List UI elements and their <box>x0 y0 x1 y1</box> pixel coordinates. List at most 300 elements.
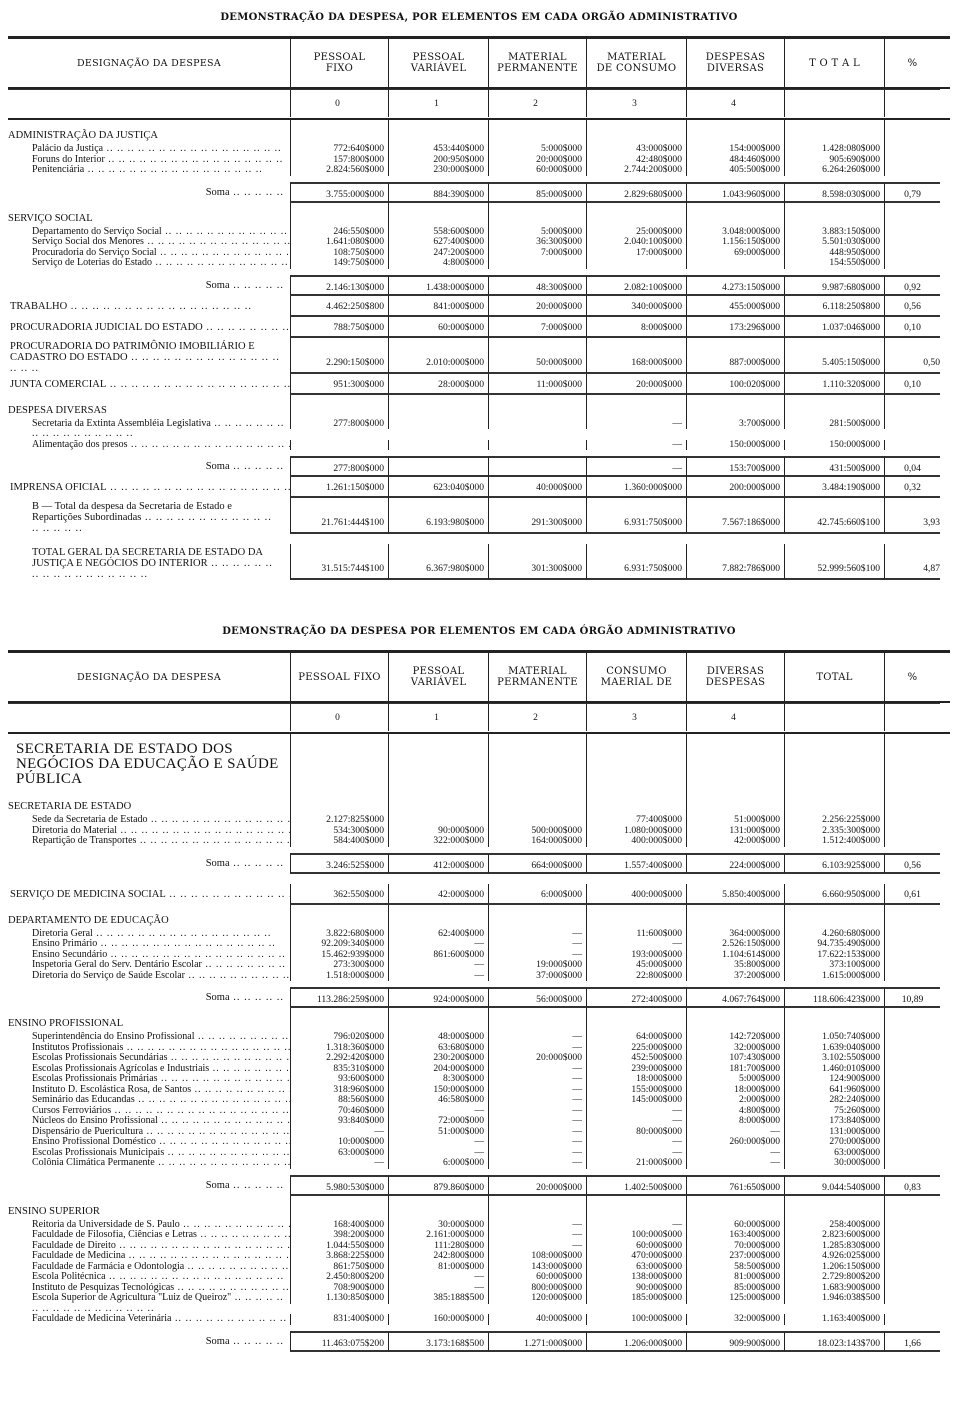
value-cell: 8.598:030$000 <box>784 182 884 203</box>
value-cell <box>784 1196 884 1220</box>
value-cell: — <box>488 1095 586 1106</box>
table-row <box>8 165 950 176</box>
value-cell: 113.286:259$000 <box>290 987 388 1008</box>
column-header-line: MAERIAL DE <box>600 677 673 688</box>
value-cell: 2.744:200$000 <box>586 165 686 176</box>
value-cell: 2.450:800$200 <box>290 1272 388 1283</box>
value-cell: 124:900$000 <box>784 1074 884 1085</box>
percent-cell <box>884 248 940 259</box>
value-cell: 64:000$000 <box>586 1032 686 1043</box>
value-cell: 120:000$000 <box>488 1293 586 1304</box>
value-cell <box>488 791 586 815</box>
value-cell: 21:000$000 <box>586 1158 686 1169</box>
value-cell: 11.463:075$200 <box>290 1331 388 1352</box>
value-cell: 1.639:040$000 <box>784 1043 884 1054</box>
row-label: Superintendência do Ensino Profissional .. .. <box>8 1032 290 1043</box>
column-header <box>388 39 488 87</box>
column-header-line: DE CONSUMO <box>596 63 677 74</box>
row-label: Colônia Climática Permanente .. .. <box>8 1158 290 1169</box>
value-cell: 5:000$000 <box>488 227 586 238</box>
percent-cell: 0,83 <box>884 1175 940 1196</box>
column-code <box>884 703 940 731</box>
row-label: Diretoria do Material .. .. <box>8 826 290 837</box>
value-cell: — <box>586 440 686 451</box>
value-cell: — <box>686 1127 784 1138</box>
value-cell: 1.261:150$000 <box>290 477 388 498</box>
total-row <box>8 317 950 338</box>
value-cell: 1.512:400$000 <box>784 836 884 847</box>
value-cell: 841:000$000 <box>388 296 488 317</box>
value-cell: 385:188$500 <box>388 1293 488 1304</box>
row-label: SERVIÇO SOCIAL <box>8 212 93 224</box>
value-cell: 398:200$000 <box>290 1230 388 1241</box>
value-cell: 8:000$000 <box>686 1116 784 1127</box>
value-cell: — <box>586 1148 686 1159</box>
value-cell: 861:600$000 <box>388 950 488 961</box>
value-cell: 1.037:046$000 <box>784 317 884 338</box>
subtotal-row <box>8 456 950 477</box>
table-row <box>8 971 950 982</box>
value-cell: 400:000$000 <box>586 836 686 847</box>
subtotal-row <box>8 1331 950 1352</box>
value-cell: 100:000$000 <box>586 1314 686 1325</box>
value-cell: 281:500$000 <box>784 419 884 430</box>
value-cell <box>290 734 388 791</box>
row-label: Soma .. .. <box>8 1175 290 1196</box>
value-cell: 225:000$000 <box>586 1043 686 1054</box>
value-cell: — <box>586 456 686 477</box>
row-label: Institutos Profissionais .. .. <box>8 1043 290 1054</box>
value-cell: 272:400$000 <box>586 987 686 1008</box>
row-label: Ensino Primário .. .. <box>8 939 290 950</box>
value-cell: 5.850:400$000 <box>686 884 784 905</box>
value-cell: 58:500$000 <box>686 1262 784 1273</box>
column-header-line: CONSUMO <box>606 666 667 677</box>
column-header <box>388 653 488 701</box>
percent-cell <box>884 791 940 815</box>
value-cell: 3:700$000 <box>686 419 784 430</box>
value-cell: 153:700$000 <box>686 456 784 477</box>
row-label: Ensino Profissional Doméstico .. .. <box>8 1137 290 1148</box>
column-header <box>884 39 940 87</box>
row-label: TOTAL GERAL DA SECRETARIA DE ESTADO DA JUSTIÇA E NEGÓCIOS DO INTERIOR .. .. <box>8 544 290 580</box>
table-row <box>8 258 950 269</box>
value-cell <box>784 395 884 419</box>
value-cell: 93:600$000 <box>290 1074 388 1085</box>
value-cell: 143:000$000 <box>488 1262 586 1273</box>
percent-cell <box>884 1196 940 1220</box>
row-label: Soma .. .. <box>8 456 290 477</box>
value-cell: 90:000$000 <box>586 1283 686 1294</box>
row-label: Diretoria Geral .. .. <box>8 929 290 940</box>
percent-cell <box>884 1283 940 1294</box>
value-cell: 455:000$000 <box>686 296 784 317</box>
table2-title: DEMONSTRAÇÃO DA DESPESA POR ELEMENTOS EM CADA ÓRGÃO ADMINISTRATIVO <box>222 626 736 637</box>
value-cell <box>488 440 586 451</box>
row-label: SERVIÇO DE MEDICINA SOCIAL .. .. <box>8 884 290 905</box>
column-code: 3 <box>586 89 686 117</box>
value-cell <box>784 120 884 144</box>
table-row <box>8 815 950 826</box>
value-cell: 69:000$000 <box>686 248 784 259</box>
value-cell: 7:000$000 <box>488 317 586 338</box>
value-cell: 30:000$000 <box>784 1158 884 1169</box>
column-code: 4 <box>686 89 784 117</box>
table-row <box>8 960 950 971</box>
value-cell: 63:000$000 <box>586 1262 686 1273</box>
row-label: Foruns do Interior .. .. <box>8 155 290 166</box>
table-row <box>8 1293 950 1314</box>
value-cell: 157:800$000 <box>290 155 388 166</box>
row-label: Seminário das Educandas .. .. <box>8 1095 290 1106</box>
column-header <box>586 653 686 701</box>
percent-cell <box>884 905 940 929</box>
value-cell: — <box>388 939 488 950</box>
value-cell: 48:000$000 <box>388 1032 488 1043</box>
designation-header: DESIGNAÇÃO DA DESPESA <box>76 57 222 69</box>
row-label: Faculdade de Medicina .. .. <box>8 1251 290 1262</box>
value-cell: 9.044:540$000 <box>784 1175 884 1196</box>
value-cell: 273:300$000 <box>290 960 388 971</box>
value-cell: 10:000$000 <box>290 1137 388 1148</box>
value-cell: 81:000$000 <box>388 1262 488 1273</box>
value-cell: 260:000$000 <box>686 1137 784 1148</box>
value-cell: 37:200$000 <box>686 971 784 982</box>
value-cell <box>388 395 488 419</box>
row-label: ENSINO PROFISSIONAL <box>8 1018 124 1029</box>
percent-cell <box>884 1230 940 1241</box>
table-row <box>8 1158 950 1169</box>
total-row <box>8 374 950 395</box>
value-cell <box>290 791 388 815</box>
value-cell: 879.860$000 <box>388 1175 488 1196</box>
row-label: JUNTA COMERCIAL .. .. <box>8 374 290 395</box>
value-cell: 149:750$000 <box>290 258 388 269</box>
value-cell: 168:000$000 <box>586 338 686 374</box>
column-header <box>686 653 784 701</box>
value-cell: 60:000$000 <box>488 165 586 176</box>
table-row <box>8 1137 950 1148</box>
table-row <box>8 419 950 440</box>
value-cell: 8:300$000 <box>388 1074 488 1085</box>
value-cell <box>388 419 488 430</box>
value-cell: 484:460$000 <box>686 155 784 166</box>
value-cell: 2.127:825$000 <box>290 815 388 826</box>
value-cell <box>388 1196 488 1220</box>
table-row <box>8 440 950 451</box>
row-label: Soma .. .. <box>8 1331 290 1352</box>
column-header <box>784 653 884 701</box>
value-cell: 204:000$000 <box>388 1064 488 1075</box>
value-cell: — <box>388 1148 488 1159</box>
value-cell: 18:000$000 <box>586 1074 686 1085</box>
value-cell: — <box>586 1137 686 1148</box>
row-label: IMPRENSA OFICIAL .. .. <box>8 477 290 498</box>
value-cell: 1.044:550$000 <box>290 1241 388 1252</box>
value-cell: 173:840$000 <box>784 1116 884 1127</box>
column-header-line: MATERIAL <box>508 666 567 677</box>
column-code: 3 <box>586 703 686 731</box>
percent-cell <box>884 1272 940 1283</box>
subtotal-row <box>8 275 950 296</box>
value-cell <box>686 791 784 815</box>
column-header <box>488 653 586 701</box>
table-row <box>8 836 950 847</box>
column-header-line: PERMANENTE <box>497 63 578 74</box>
value-cell <box>488 395 586 419</box>
total-row <box>8 498 950 534</box>
value-cell: 4.462:250$800 <box>290 296 388 317</box>
value-cell: 364:000$000 <box>686 929 784 940</box>
percent-cell <box>884 1127 940 1138</box>
value-cell: 75:260$000 <box>784 1106 884 1117</box>
value-cell: 108:000$000 <box>488 1251 586 1262</box>
value-cell: 4.260:680$000 <box>784 929 884 940</box>
value-cell: 11:000$000 <box>488 374 586 395</box>
percent-cell <box>884 227 940 238</box>
value-cell: 534:300$000 <box>290 826 388 837</box>
percent-cell <box>884 395 940 419</box>
percent-cell <box>884 1074 940 1085</box>
value-cell: 173:296$000 <box>686 317 784 338</box>
value-cell: 93:840$000 <box>290 1116 388 1127</box>
row-label: DESPESA DIVERSAS <box>8 404 107 416</box>
value-cell: 835:310$000 <box>290 1064 388 1075</box>
value-cell: — <box>488 1106 586 1117</box>
section-heading <box>8 905 950 929</box>
value-cell: 3.484:190$000 <box>784 477 884 498</box>
value-cell: 1.615:000$000 <box>784 971 884 982</box>
value-cell: 40:000$000 <box>488 477 586 498</box>
value-cell: 17.622:153$000 <box>784 950 884 961</box>
value-cell: 100:020$000 <box>686 374 784 395</box>
value-cell <box>290 905 388 929</box>
value-cell: 2.335:300$000 <box>784 826 884 837</box>
value-cell: 5:000$000 <box>488 144 586 155</box>
percent-cell <box>884 1085 940 1096</box>
value-cell: 405:500$000 <box>686 165 784 176</box>
value-cell: 85:000$000 <box>488 182 586 203</box>
row-label: PROCURADORIA JUDICIAL DO ESTADO .. .. <box>8 317 290 338</box>
row-label: TRABALHO .. .. <box>8 296 290 317</box>
row-label: DEPARTAMENTO DE EDUCAÇÃO <box>8 914 169 926</box>
value-cell <box>488 815 586 826</box>
column-header <box>290 39 388 87</box>
expense-table-justica <box>8 36 950 580</box>
percent-cell <box>884 1064 940 1075</box>
value-cell: 2.824:560$000 <box>290 165 388 176</box>
value-cell: 584:400$000 <box>290 836 388 847</box>
value-cell <box>784 1008 884 1032</box>
value-cell: — <box>586 419 686 430</box>
value-cell: 107:430$000 <box>686 1053 784 1064</box>
value-cell: 800:000$000 <box>488 1283 586 1294</box>
value-cell: 30:000$000 <box>388 1220 488 1231</box>
value-cell <box>290 1008 388 1032</box>
column-code <box>884 89 940 117</box>
value-cell: 52.999:560$100 <box>784 544 884 580</box>
value-cell: — <box>488 1116 586 1127</box>
value-cell: 5.405:150$000 <box>784 338 884 374</box>
value-cell: 19:000$000 <box>488 960 586 971</box>
total-row <box>8 477 950 498</box>
row-label: Escolas Profissionais Secundárias .. .. <box>8 1053 290 1064</box>
row-label: Dispensário de Puericultura .. .. <box>8 1127 290 1138</box>
value-cell: 282:240$000 <box>784 1095 884 1106</box>
value-cell: — <box>488 1220 586 1231</box>
value-cell <box>586 734 686 791</box>
row-label: Alimentação dos presos .. .. <box>8 440 290 451</box>
value-cell: 239:000$000 <box>586 1064 686 1075</box>
value-cell: — <box>488 939 586 950</box>
value-cell: — <box>488 1230 586 1241</box>
value-cell: 43:000$000 <box>586 144 686 155</box>
value-cell: 6.103:925$000 <box>784 853 884 874</box>
row-label: Soma .. .. <box>8 987 290 1008</box>
value-cell: 500:000$000 <box>488 826 586 837</box>
percent-cell: 0,56 <box>884 296 940 317</box>
value-cell: 17:000$000 <box>586 248 686 259</box>
value-cell: 100:000$000 <box>586 1230 686 1241</box>
row-label: Escolas Profissionais Agrícolas e Industriais .. .. <box>8 1064 290 1075</box>
percent-cell: 0,92 <box>884 275 940 296</box>
column-code <box>784 89 884 117</box>
value-cell: 452:500$000 <box>586 1053 686 1064</box>
value-cell: 796:020$000 <box>290 1032 388 1043</box>
value-cell <box>686 395 784 419</box>
subtotal-row <box>8 182 950 203</box>
row-label: Escolas Profissionais Primárias .. .. <box>8 1074 290 1085</box>
value-cell: 160:000$000 <box>388 1314 488 1325</box>
value-cell: 25:000$000 <box>586 227 686 238</box>
row-label: Faculdade de Direito .. .. <box>8 1241 290 1252</box>
value-cell <box>586 1008 686 1032</box>
section-heading <box>8 1008 950 1032</box>
value-cell: 42.745:660$100 <box>784 498 884 534</box>
value-cell: 3.883:150$000 <box>784 227 884 238</box>
value-cell: 60:000$000 <box>686 1220 784 1231</box>
percent-cell: 10,89 <box>884 987 940 1008</box>
codes-spacer <box>8 703 290 732</box>
value-cell: 788:750$000 <box>290 317 388 338</box>
row-label: Cursos Ferroviários .. .. <box>8 1106 290 1117</box>
column-header-line: DIVERSAS <box>706 63 765 74</box>
value-cell: 2.146:130$000 <box>290 275 388 296</box>
value-cell: 42:480$000 <box>586 155 686 166</box>
value-cell: 28:000$000 <box>388 374 488 395</box>
row-label: Penitenciária .. .. <box>8 165 290 176</box>
percent-cell <box>884 1148 940 1159</box>
percent-cell <box>884 165 940 176</box>
percent-cell <box>884 734 940 791</box>
row-label: Reitoria da Universidade de S. Paulo .. .. <box>8 1220 290 1231</box>
value-cell: 470:000$000 <box>586 1251 686 1262</box>
value-cell: 51:000$000 <box>686 815 784 826</box>
value-cell: 2.256:225$000 <box>784 815 884 826</box>
column-header <box>586 39 686 87</box>
column-code: 0 <box>290 89 388 117</box>
value-cell: 627:400$000 <box>388 237 488 248</box>
value-cell: 1.683:900$000 <box>784 1283 884 1294</box>
value-cell: 6:000$000 <box>488 884 586 905</box>
section-heading <box>8 734 950 791</box>
value-cell: 7.882:786$000 <box>686 544 784 580</box>
value-cell: 60:000$000 <box>388 317 488 338</box>
value-cell: 1.104:614$000 <box>686 950 784 961</box>
value-cell: 125:000$000 <box>686 1293 784 1304</box>
section-heading <box>8 203 950 227</box>
value-cell <box>784 734 884 791</box>
value-cell: 15.462:939$000 <box>290 950 388 961</box>
value-cell: 60:000$000 <box>586 1241 686 1252</box>
value-cell: 1.163:400$000 <box>784 1314 884 1325</box>
value-cell: 258:400$000 <box>784 1220 884 1231</box>
value-cell: — <box>686 1148 784 1159</box>
value-cell <box>388 734 488 791</box>
value-cell: 85:000$000 <box>686 1283 784 1294</box>
column-header-line: % <box>907 57 918 69</box>
value-cell: 242:800$000 <box>388 1251 488 1262</box>
row-label: PROCURADORIA DO PATRIMÔNIO IMOBILIÁRIO E CADASTRO DO ESTADO .. .. <box>8 338 290 374</box>
value-cell: 88:560$000 <box>290 1095 388 1106</box>
value-cell: — <box>488 1148 586 1159</box>
value-cell: 118.606:423$000 <box>784 987 884 1008</box>
value-cell: 8:000$000 <box>586 317 686 338</box>
value-cell: 4.273:150$000 <box>686 275 784 296</box>
value-cell: 246:550$000 <box>290 227 388 238</box>
value-cell <box>686 203 784 227</box>
value-cell: — <box>586 1116 686 1127</box>
value-cell: 131:000$000 <box>784 1127 884 1138</box>
column-code: 0 <box>290 703 388 731</box>
value-cell: 7.567:186$000 <box>686 498 784 534</box>
value-cell: 664:000$000 <box>488 853 586 874</box>
value-cell <box>586 203 686 227</box>
value-cell: 3.173:168$500 <box>388 1331 488 1352</box>
value-cell: 6.264:260$000 <box>784 165 884 176</box>
table-row <box>8 1074 950 1085</box>
value-cell <box>488 419 586 430</box>
percent-cell <box>884 1314 940 1325</box>
percent-cell <box>884 1251 940 1262</box>
value-cell: 1.428:080$000 <box>784 144 884 155</box>
value-cell: 373:100$000 <box>784 960 884 971</box>
column-codes-row <box>8 89 950 120</box>
codes-spacer <box>8 89 290 118</box>
value-cell: 1.206:150$000 <box>784 1262 884 1273</box>
column-header-line: PESSOAL <box>412 666 465 677</box>
value-cell <box>388 120 488 144</box>
value-cell: 1.438:000$000 <box>388 275 488 296</box>
value-cell: 1.080:000$000 <box>586 826 686 837</box>
value-cell: 20:000$000 <box>488 296 586 317</box>
percent-cell <box>884 1220 940 1231</box>
row-label: Escolas Profissionais Municipais .. .. <box>8 1148 290 1159</box>
column-header <box>290 653 388 701</box>
value-cell: 1.110:320$000 <box>784 374 884 395</box>
percent-cell <box>884 939 940 950</box>
table1-title: DEMONSTRAÇÃO DA DESPESA, POR ELEMENTOS EM CADA ORGÃO ADMINISTRATIVO <box>220 12 738 23</box>
percent-cell: 0,32 <box>884 477 940 498</box>
value-cell: 108:750$000 <box>290 248 388 259</box>
designation-header: DESIGNAÇÃO DA DESPESA <box>76 671 222 683</box>
value-cell: 237:000$000 <box>686 1251 784 1262</box>
row-label: Escola Politécnica .. .. <box>8 1272 290 1283</box>
value-cell: 21.761:444$100 <box>290 498 388 534</box>
value-cell <box>290 203 388 227</box>
value-cell <box>388 905 488 929</box>
value-cell: 362:550$000 <box>290 884 388 905</box>
